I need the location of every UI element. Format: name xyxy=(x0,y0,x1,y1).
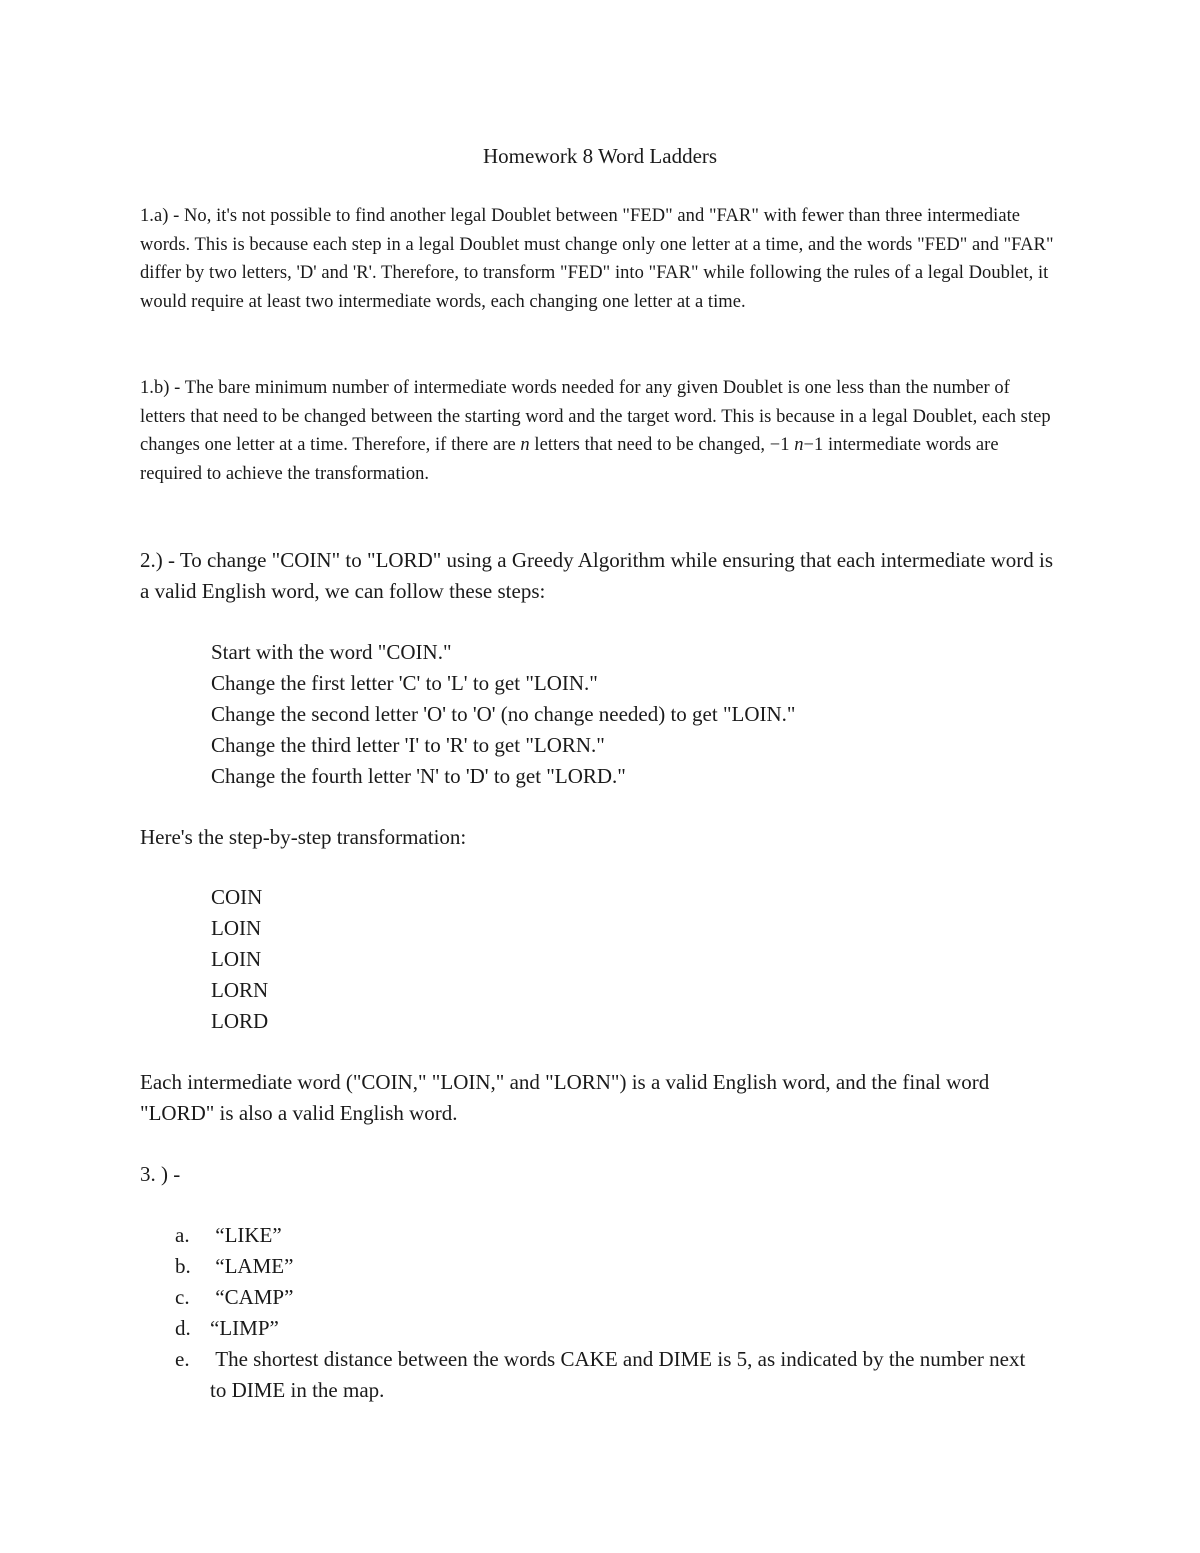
ladder-word: LOIN xyxy=(211,916,262,940)
answer-1b-text xyxy=(140,374,1060,488)
list-item xyxy=(140,1282,1040,1313)
list-item-text: “LAME” xyxy=(210,1254,294,1278)
step-item: Start with the word "COIN." xyxy=(211,640,452,664)
step-item: Change the third letter 'I' to 'R' to get "LORN." xyxy=(211,733,605,757)
list-item-text: The shortest distance between the words CAKE and DIME is 5, as indicated by the number next to DIME in the map. xyxy=(210,1347,1026,1402)
list-item xyxy=(140,1344,1040,1406)
list-item xyxy=(140,1251,1040,1282)
answer-2-conclusion: Each intermediate word ("COIN," "LOIN," and "LORN") is a valid English word, and the final word "LORD" is also a valid English word. xyxy=(140,1070,990,1125)
list-item xyxy=(140,1313,1040,1344)
answer-3-heading: 3. ) - xyxy=(140,1162,181,1186)
list-marker: b. xyxy=(175,1254,191,1278)
list-item-text: “CAMP” xyxy=(210,1285,294,1309)
list-marker: a. xyxy=(175,1223,190,1247)
answer-3-list xyxy=(140,1220,1040,1406)
ladder-word: LORD xyxy=(211,1009,269,1033)
list-marker: e. xyxy=(175,1347,190,1371)
answer-1b-text-after: −1 intermediate words are required to achieve the transformation. xyxy=(140,435,999,484)
answer-1b-text-before: 1.b) - The bare minimum number of intermediate words needed for any given Doublet is one less than the number of letters that need to be changed between the starting word and the target word. This is because in a legal Doublet, each step changes one letter at a time. Therefore, if there are xyxy=(140,378,1051,455)
list-item xyxy=(140,1220,1040,1251)
list-item-text: “LIKE” xyxy=(210,1223,282,1247)
answer-1b-text-middle: letters that need to be changed, −1 xyxy=(529,435,795,455)
math-variable-n: n xyxy=(520,435,530,455)
step-item: Change the second letter 'O' to 'O' (no change needed) to get "LOIN." xyxy=(211,702,796,726)
list-item-text: “LIMP” xyxy=(210,1316,279,1340)
list-marker: d. xyxy=(175,1316,191,1340)
answer-1b xyxy=(140,374,1060,488)
ladder-word: LOIN xyxy=(211,947,262,971)
list-marker: c. xyxy=(175,1285,190,1309)
answer-2-steps xyxy=(211,637,1131,792)
word-ladder xyxy=(211,882,1131,1037)
ladder-word: LORN xyxy=(211,978,269,1002)
ladder-word: COIN xyxy=(211,885,263,909)
answer-2-intro: 2.) - To change "COIN" to "LORD" using a Greedy Algorithm while ensuring that each intermediate word is a valid English word, we can follow these steps: xyxy=(140,548,1054,603)
answer-1a-text: 1.a) - No, it's not possible to find another legal Doublet between "FED" and "FAR" with fewer than three intermediate words. This is because each step in a legal Doublet must change only one letter at a time, and the words "FED" and "FAR" differ by two letters, 'D' and 'R'. Therefore, to transform "FED" into "FAR" while following the rules of a legal Doublet, it would require at least two intermediate words, each changing one letter at a time. xyxy=(140,206,1054,312)
page-title: Homework 8 Word Ladders xyxy=(482,144,718,168)
answer-1a xyxy=(140,202,1060,316)
step-item: Change the first letter 'C' to 'L' to get "LOIN." xyxy=(211,671,598,695)
step-item: Change the fourth letter 'N' to 'D' to get "LORD." xyxy=(211,764,626,788)
math-variable-n-2: n xyxy=(794,435,804,455)
transformation-intro: Here's the step-by-step transformation: xyxy=(140,825,467,849)
